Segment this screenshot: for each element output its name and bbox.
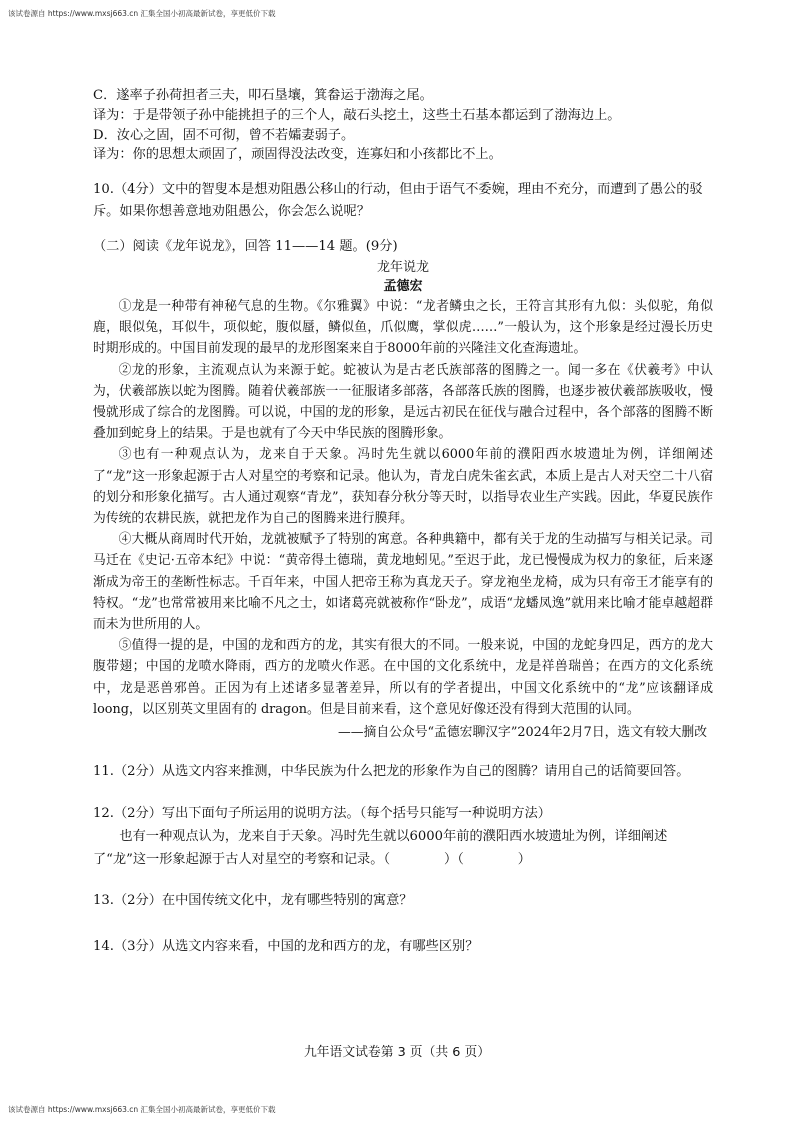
page-footer: 九年语文试卷第 3 页（共 6 页） [303,1045,491,1060]
watermark-top: 该试卷源自 https://www.mxsj663.cn 汇集全国小初高最新试卷，享更低价下载 [8,9,276,18]
option-c: C．遂率子孙荷担者三夫，叩石垦壤，箕畚运于渤海之尾。 [93,88,433,103]
article-paragraph-2: ②龙的形象，主流观点认为来源于蛇。蛇被认为是古老氏族部落的图腾之一。闻一多在《伏羲考》中认为，伏羲部族以蛇为图腾。随着伏羲部族一一征服诸多部落，各部落氏族的图腾，也逐步被伏羲部族吸收，慢慢就形成了综合的龙图腾。可以说，中国的龙的形象，是远古初民在征伐与融合过程中，各个部落的图腾不断叠加到蛇身上的结果。于是也就有了今天中华民族的图腾形象。 [93,362,713,442]
section-2-heading: （二）阅读《龙年说龙》，回答 11——14 题。(9分) [93,239,398,255]
article-paragraph-3: ③也有一种观点认为，龙来自于天象。冯时先生就以6000年前的濮阳西水坡遗址为例，详细阐述了“龙”这一形象起源于古人对星空的考察和记录。他认为，青龙白虎朱雀玄武，本质上是古人对天空二十八宿的划分和形象化描写。古人通过观察“青龙”，获知春分秋分等天时，以指导农业生产实践。因此，华夏民族作为传统的农耕民族，就把龙作为自己的图腾来进行膜拜。 [93,447,713,527]
article-paragraph-4: ④大概从商周时代开始，龙就被赋予了特别的寓意。各种典籍中，都有关于龙的生动描写与相关记录。司马迁在《史记·五帝本纪》中说：“黄帝得土德瑞，黄龙地蚓见。”至迟于此，龙已慢慢成为权力的象征，后来逐渐成为帝王的垄断性标志。千百年来，中国人把帝王称为真龙天子。穿龙袍坐龙椅，成为只有帝王才能享有的特权。“龙”也常常被用来比喻不凡之士，如诸葛亮就被称作“卧龙”，成语“龙蟠凤逸”就用来比喻才能卓越超群而未为世所用的人。 [93,532,713,633]
option-c-translation: 译为：于是带领子孙中能挑担子的三个人，敲石头挖土，这些土石基本都运到了渤海边上。 [93,107,621,123]
question-13: 13.（2分）在中国传统文化中，龙有哪些特别的寓意？ [93,892,413,908]
question-12-stem: 12.（2分）写出下面句子所运用的说明方法。（每个括号只能写一种说明方法） [93,805,551,821]
article-paragraph-5: ⑤值得一提的是，中国的龙和西方的龙，其实有很大的不同。一般来说，中国的龙蛇身四足，西方的龙大腹带翅；中国的龙喷水降雨，西方的龙喷火作恶。在中国的文化系统中，龙是祥兽瑞兽；在西方的文化系统中，龙是恶兽邪兽。正因为有上述诸多显著差异，所以有的学者提出，中国文化系统中的“龙”应该翻译成 loong，以区别英文里固有的 dragon。但是目前来看，这个意见好像还没有得到大范围的认同。 [93,638,713,717]
question-14: 14.（3分）从选文内容来看，中国的龙和西方的龙，有哪些区别？ [93,938,479,954]
option-d: D．汝心之固，固不可彻，曾不若孀妻弱子。 [93,127,355,143]
watermark-bottom: 该试卷源自 https://www.mxsj663.cn 汇集全国小初高最新试卷，享更低价下载 [8,1105,276,1114]
question-12-quote-text: 也有一种观点认为，龙来自于天象。冯时先生就以6000年前的濮阳西水坡遗址为例，详细阐述了“龙”这一形象起源于古人对星空的考察和记录。 [93,828,668,867]
question-11: 11.（2分）从选文内容来推测，中华民族为什么把龙的形象作为自己的图腾？请用自己的话简要回答。 [93,764,690,780]
answer-blank-1[interactable]: （ ） [383,851,458,867]
question-10: 10.（4分）文中的智叟本是想劝阻愚公移山的行动，但由于语气不委婉，理由不充分，而遭到了愚公的驳斥。如果你想善意地劝阻愚公，你会怎么说呢？ [93,182,703,220]
article-source: ——摘自公众号“孟德宏聊汉字”2024年2月7日，选文有较大删改 [337,725,707,741]
article-title: 龙年说龙 [376,259,429,275]
options-block [93,86,713,165]
article-body [93,296,713,720]
option-d-translation: 译为：你的思想太顽固了，顽固得没法改变，连寡妇和小孩都比不上。 [93,147,502,163]
question-12-quote [93,825,713,871]
article-paragraph-1: ①龙是一种带有神秘气息的生物。《尔雅翼》中说：“龙者鳞虫之长，王符言其形有九似：头似驼，角似鹿，眼似兔，耳似牛，项似蛇，腹似蜃，鳞似鱼，爪似鹰，掌似虎……”一般认为，这个形象是经过漫长历史时期形成的。中国目前发现的最早的龙形图案来自于8000年前的兴隆洼文化查海遗址。 [93,298,713,357]
answer-blank-2[interactable]: （ ） [457,851,531,867]
article-author: 孟德宏 [383,278,423,294]
page-content [93,86,713,956]
question-12 [93,802,713,871]
